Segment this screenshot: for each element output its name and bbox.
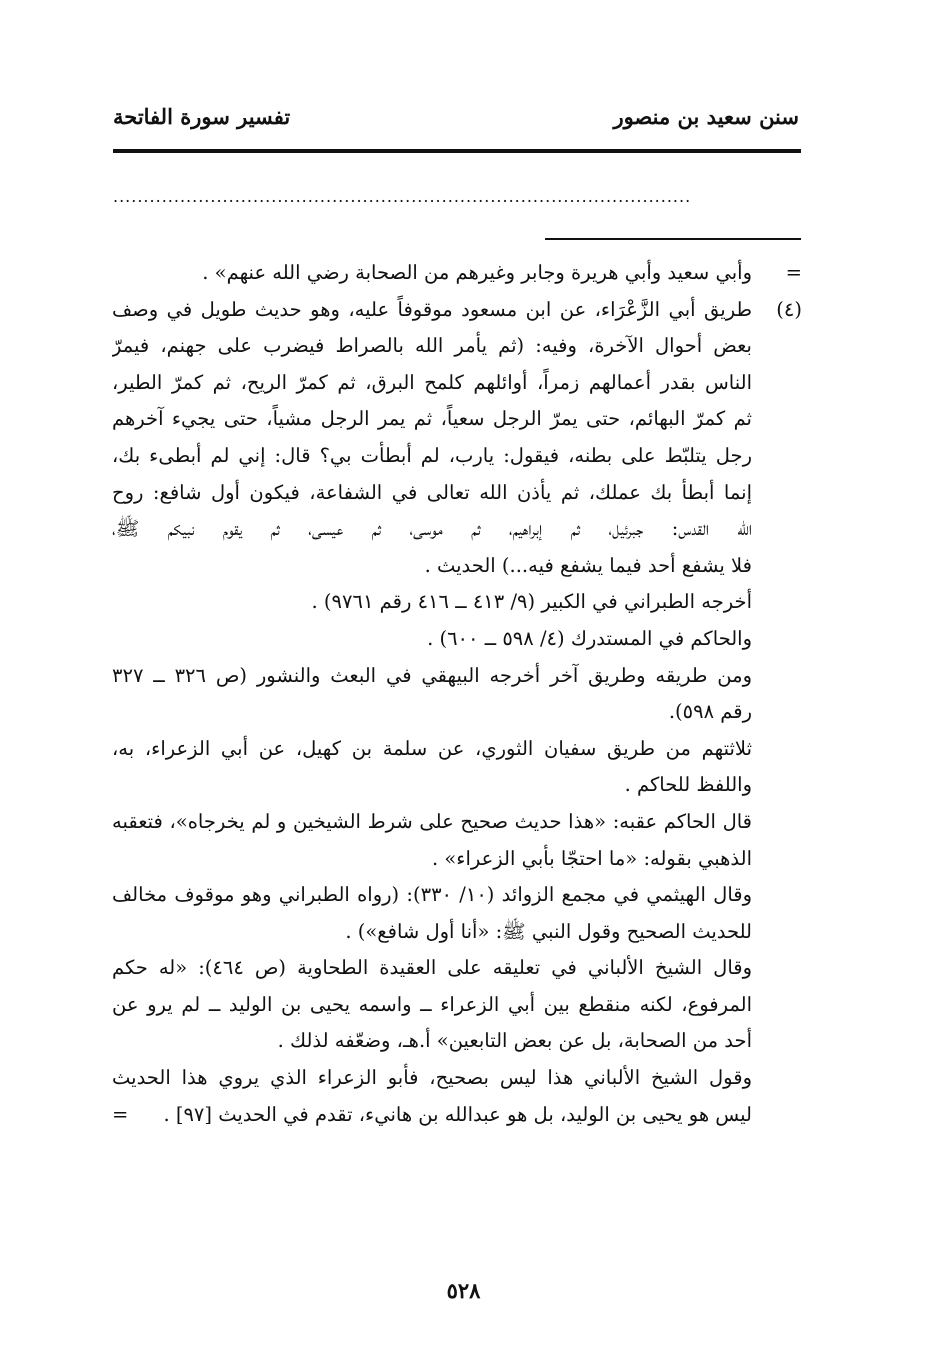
footnote-line: [112, 1023, 802, 1060]
footnote-text: ومن طريقه وطريق آخر أخرجه البيهقي في البعث والنشور (ص ٣٢٦ ــ ٣٢٧: [112, 663, 752, 687]
footnote-text: وقول الشيخ الألباني هذا ليس بصحيح، فأبو الزعراء الذي يروي هذا الحديث: [112, 1066, 752, 1090]
footnote-text: ثم كمرّ البهائم، حتى يمرّ الرجل سعياً، ثم يمر الرجل مشياً، حتى يجيء آخرهم: [112, 407, 752, 431]
footnote-text: وقال الشيخ الألباني في تعليقه على العقيدة الطحاوية (ص ٤٦٤): «له حكم: [112, 956, 752, 980]
footnote-text: الله القدس: جبرئيل، ثم إبراهيم، ثم موسى، ثم عيسى، ثم يقوم نبيكم ﷺ،: [112, 517, 752, 541]
footnote-line: [112, 877, 802, 914]
footnotes-body: [112, 255, 802, 1133]
footnote-text: إنما أبطأ بك عملك، ثم يأذن الله تعالى في الشفاعة، فيكون أول شافع: روح: [112, 480, 752, 504]
footnote-line: [112, 950, 802, 987]
footnote-line: [112, 804, 802, 841]
footnote-line: [112, 438, 802, 475]
footnote-text: قال الحاكم عقبه: «هذا حديث صحيح على شرط الشيخين و لم يخرجاه»، فتعقبه: [112, 809, 752, 833]
footnote-line: [112, 1060, 802, 1097]
footnote-line: [112, 255, 802, 292]
footnote-text: أخرجه الطبراني في الكبير (٩/ ٤١٣ ــ ٤١٦ رقم ٩٧٦١) .: [311, 590, 752, 614]
footnote-line: [112, 987, 802, 1024]
footnote-line: [112, 914, 802, 951]
footnote-line: [112, 328, 802, 365]
footnote-rule: [545, 238, 801, 240]
footnote-line: [112, 475, 802, 512]
header-rule: [113, 149, 801, 153]
running-header-book-title: سنن سعيد بن منصور: [613, 104, 799, 129]
footnote-text: رجل يتلبّط على بطنه، فيقول: يارب، لم أبطأت بي؟ قال: إني لم أبطىء بك،: [112, 443, 752, 467]
trailing-continuation-marker: =: [112, 1102, 129, 1126]
footnote-text: أحد من الصحابة، بل عن بعض التابعين» أ.هـ، وضعّفه لذلك .: [277, 1029, 752, 1053]
continuation-marker: =: [785, 261, 802, 284]
footnote-text: ليس هو يحيى بن الوليد، بل هو عبدالله بن هانيء، تقدم في الحديث [٩٧] .: [163, 1102, 752, 1126]
footnote-text: الناس بقدر أعمالهم زمراً، أوائلهم كلمح البرق، ثم كمرّ الريح، ثم كمرّ الطير،: [112, 370, 752, 394]
footnote-text: وأبي سعيد وأبي هريرة وجابر وغيرهم من الصحابة رضي الله عنهم» .: [202, 261, 752, 284]
running-header-section-title: تفسير سورة الفاتحة: [113, 104, 291, 129]
footnote-line: [112, 365, 802, 402]
footnote-line: [112, 767, 802, 804]
footnote-text: بعض أحوال الآخرة، وفيه: (ثم يأمر الله بالصراط فيضرب على جهنم، فيمرّ: [112, 334, 752, 358]
footnote-text: وقال الهيثمي في مجمع الزوائد (١٠/ ٣٣٠): (رواه الطبراني وهو موقوف مخالف: [112, 883, 752, 907]
dotted-separator: ...............................................................................................: [113, 191, 692, 203]
footnote-line: [112, 511, 802, 548]
footnote-text: المرفوع، لكنه منقطع بين أبي الزعراء ــ واسمه يحيى بن الوليد ــ لم يرو عن: [112, 992, 752, 1016]
footnote-text: للحديث الصحيح وقول النبي ﷺ: «أنا أول شافع») .: [345, 919, 752, 943]
footnote-text: والحاكم في المستدرك (٤/ ٥٩٨ ــ ٦٠٠) .: [427, 626, 752, 650]
footnote-text: فلا يشفع أحد فيما يشفع فيه...) الحديث .: [424, 553, 752, 577]
footnote-line: [112, 401, 802, 438]
footnote-text: ثلاثتهم من طريق سفيان الثوري، عن سلمة بن كهيل، عن أبي الزعراء، به،: [112, 736, 752, 760]
footnote-line: [112, 292, 802, 329]
footnote-line: [112, 841, 802, 878]
footnote-line: [112, 1097, 802, 1134]
footnote-text: الذهبي بقوله: «ما احتجّا بأبي الزعراء» .: [431, 846, 752, 870]
page-number: ٥٢٨: [446, 1278, 481, 1303]
footnote-text: رقم ٥٩٨).: [668, 700, 752, 724]
footnote-text: واللفظ للحاكم .: [624, 773, 752, 797]
footnote-number: (٤): [776, 297, 802, 321]
footnote-line: [112, 658, 802, 695]
footnote-line: [112, 621, 802, 658]
footnote-line: [112, 731, 802, 768]
footnote-line: [112, 584, 802, 621]
footnote-line: [112, 694, 802, 731]
footnote-line: [112, 548, 802, 585]
footnote-text: طريق أبي الزَّعْرَاء، عن ابن مسعود موقوفاً عليه، وهو حديث طويل في وصف: [112, 297, 752, 321]
